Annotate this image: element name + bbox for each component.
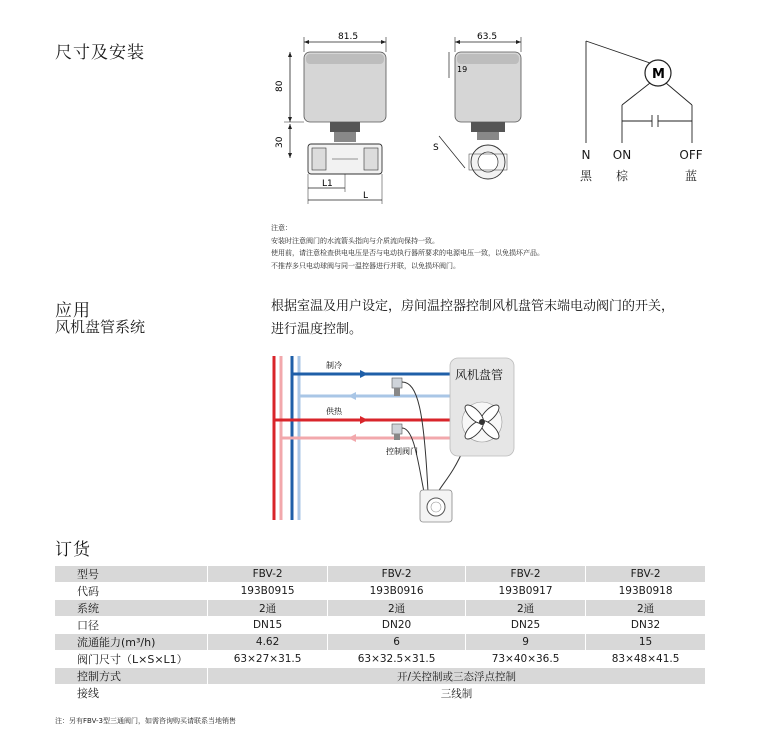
row-label: 阀门尺寸（L×S×L1） [55, 651, 208, 668]
row-label: 系统 [55, 600, 208, 617]
terminal-on-color: 棕 [615, 169, 628, 183]
valve-label: 控制阀门 [386, 447, 418, 456]
application-subtitle: 风机盘管系统 [55, 318, 146, 336]
table-cell: 193B0915 [208, 583, 328, 600]
heating-label: 供热 [326, 407, 342, 416]
table-cell: 63×32.5×31.5 [328, 651, 466, 668]
ordering-title: 订货 [55, 540, 91, 560]
table-cell: DN25 [465, 617, 585, 634]
table-cell: 83×48×41.5 [586, 651, 705, 668]
row-label: 控制方式 [55, 668, 208, 685]
table-cell: FBV-2 [586, 566, 705, 583]
thermostat-icon [420, 490, 452, 522]
table-cell: 2通 [328, 600, 466, 617]
description-line-1: 根据室温及用户设定，房间温控器控制风机盘管末端电动阀门的开关， [271, 299, 675, 314]
table-cell: FBV-2 [208, 566, 328, 583]
notes-heading: 注意： [271, 224, 292, 232]
table-row-code [55, 583, 705, 600]
table-cell: 73×40×36.5 [465, 651, 585, 668]
terminal-n: N [581, 148, 591, 162]
row-label: 代码 [55, 583, 208, 600]
fan-icon [462, 402, 502, 442]
application-description [271, 295, 674, 341]
row-label: 型号 [55, 566, 208, 583]
notes-block [271, 222, 544, 272]
table-row-flow [55, 634, 705, 651]
note-line: 安装时注意阀门的水流箭头指向与介质流向保持一致。 [271, 236, 439, 245]
table-row-control [55, 668, 705, 685]
table-cell: FBV-2 [465, 566, 585, 583]
dim-l: L [363, 191, 369, 201]
table-cell: 193B0916 [328, 583, 466, 600]
table-cell: 63×27×31.5 [208, 651, 328, 668]
fan-coil-label: 风机盘管 [455, 368, 504, 382]
motor-label: M [652, 67, 665, 82]
terminal-off: OFF [679, 148, 703, 162]
table-cell: 193B0917 [465, 583, 585, 600]
footnote: 注：另有FBV-3型三通阀门，如需咨询购买请联系当地销售 [55, 717, 236, 725]
table-row-size [55, 617, 705, 634]
dim-side-width: 63.5 [477, 32, 498, 42]
dim-l1: L1 [322, 179, 333, 189]
table-row-wiring [55, 685, 705, 702]
dim-height-top: 80 [275, 80, 285, 92]
row-label: 口径 [55, 617, 208, 634]
table-cell: 9 [465, 634, 585, 651]
row-label: 接线 [55, 685, 208, 702]
valve-side-view-drawing [425, 28, 535, 188]
table-row-model [55, 566, 705, 583]
dim-height-bottom: 30 [275, 136, 285, 148]
dim-s: S [433, 143, 439, 153]
table-cell: 2通 [465, 600, 585, 617]
table-row-system [55, 600, 705, 617]
dim-front-width: 81.5 [338, 32, 359, 42]
fan-coil-system-diagram [268, 352, 528, 524]
cooling-valve-stem [394, 388, 400, 396]
description-line-2: 进行温度控制。 [271, 322, 363, 337]
table-cell: 2通 [208, 600, 328, 617]
terminal-n-color: 黑 [579, 169, 592, 183]
table-cell: 2通 [586, 600, 705, 617]
heating-valve-icon [392, 424, 402, 434]
terminal-on: ON [612, 148, 632, 162]
valve-front-view-drawing [268, 28, 403, 208]
terminal-off-color: 蓝 [684, 169, 697, 183]
dim-side-19: 19 [457, 65, 468, 74]
table-cell: FBV-2 [328, 566, 466, 583]
cooling-valve-icon [392, 378, 402, 388]
table-cell: 15 [586, 634, 705, 651]
wiring-schematic [570, 35, 720, 145]
application-title: 应用 [55, 301, 91, 321]
table-cell: 4.62 [208, 634, 328, 651]
table-cell-merged: 三线制 [208, 685, 706, 702]
table-cell-merged: 开/关控制或三态浮点控制 [208, 668, 706, 685]
installation-title: 尺寸及安装 [55, 43, 145, 63]
row-label: 流通能力(m³/h) [55, 634, 208, 651]
table-row-dimensions [55, 651, 705, 668]
note-line: 不推荐多只电动球阀与同一温控器进行并联，以免损坏阀门。 [271, 261, 460, 270]
table-cell: 6 [328, 634, 466, 651]
order-table [55, 566, 705, 702]
cooling-label: 制冷 [326, 361, 342, 370]
note-line: 使用前，请注意检查供电电压是否与电动执行器所要求的电源电压一致，以免损坏产品。 [271, 249, 544, 257]
heating-valve-stem [394, 434, 400, 440]
table-cell: 193B0918 [586, 583, 705, 600]
table-cell: DN20 [328, 617, 466, 634]
table-cell: DN15 [208, 617, 328, 634]
table-cell: DN32 [586, 617, 705, 634]
